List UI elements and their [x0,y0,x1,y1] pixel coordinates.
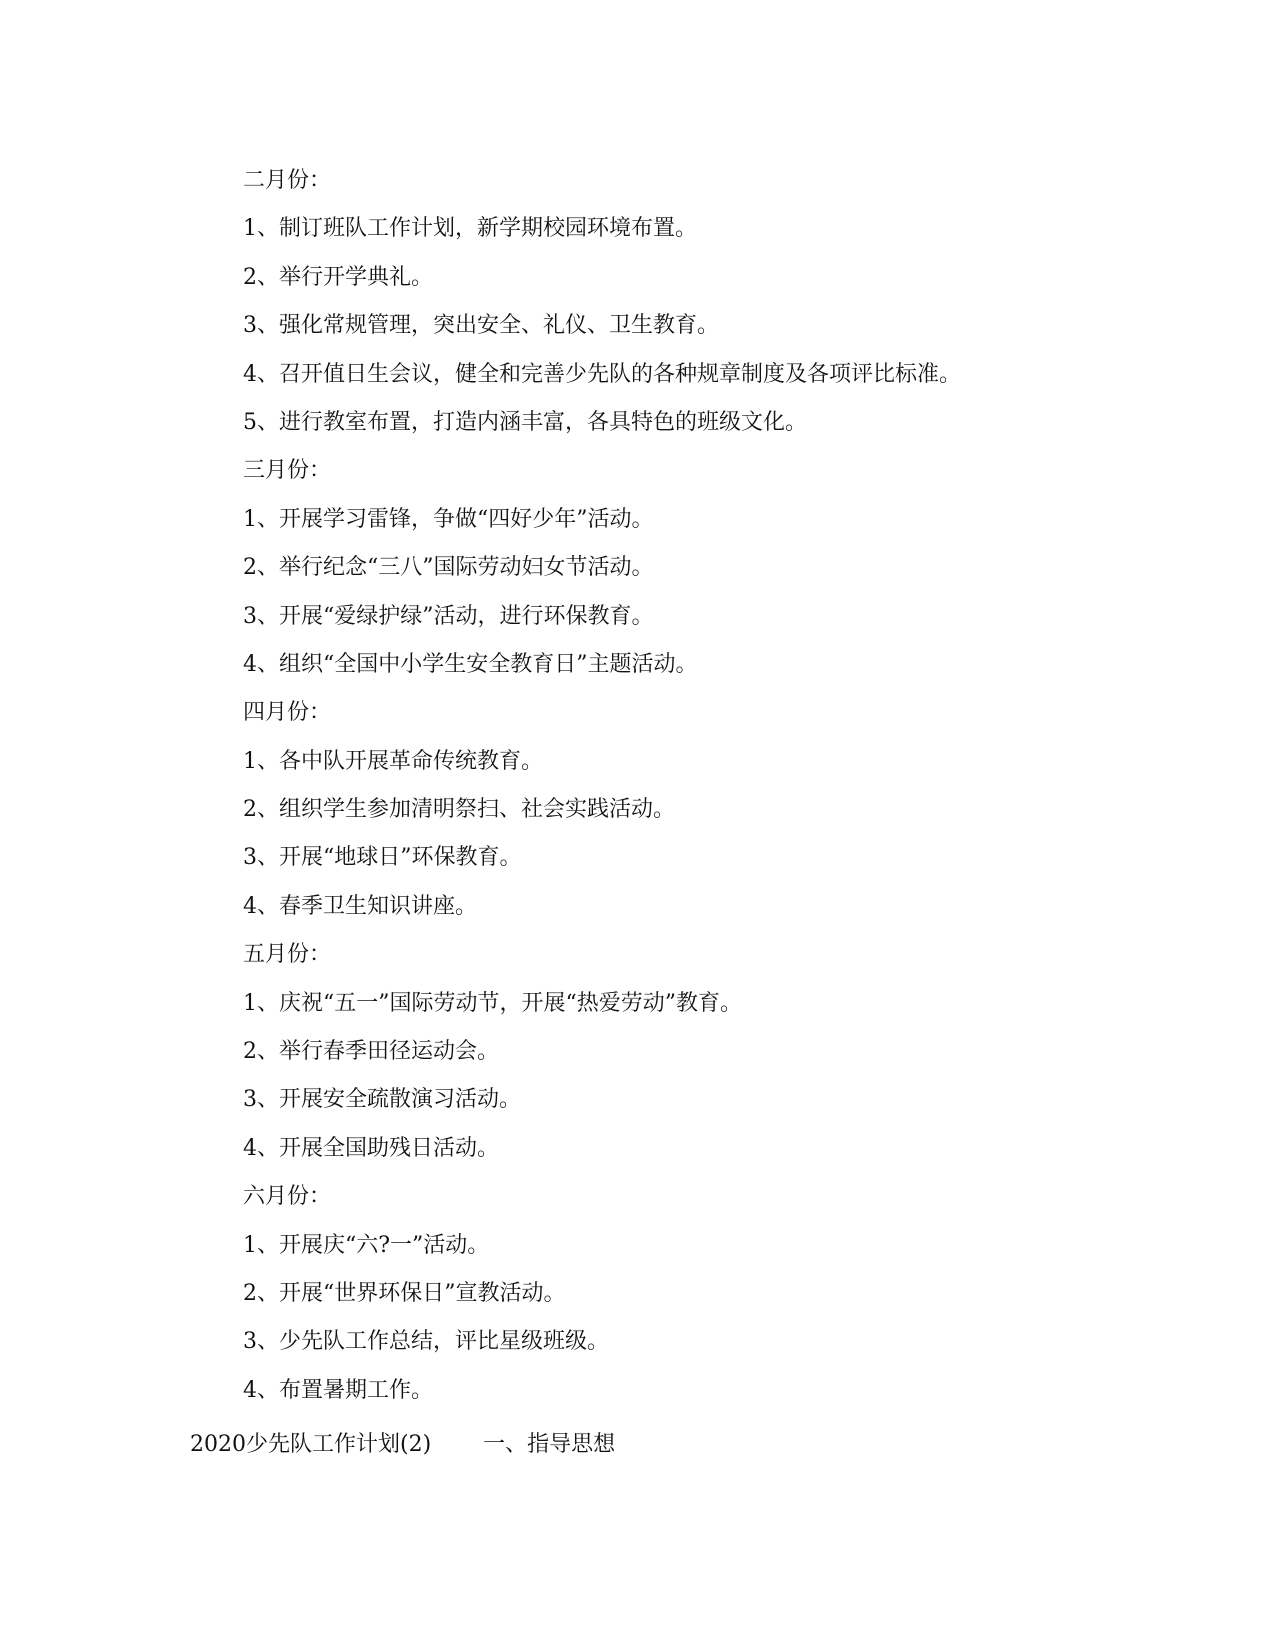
next-document-heading [190,1421,615,1469]
list-item: 1、制订班队工作计划，新学期校园环境布置。 [243,216,697,242]
list-item: 3、强化常规管理，突出安全、礼仪、卫生教育。 [243,313,719,339]
list-item: 4、布置暑期工作。 [243,1377,433,1403]
list-item: 1、庆祝“五一”国际劳动节，开展“热爱劳动”教育。 [243,990,742,1016]
month-heading-june: 六月份： [243,1184,332,1210]
list-item: 2、举行开学典礼。 [243,264,433,290]
list-item: 1、开展庆“六?一”活动。 [243,1232,490,1258]
document-title: 2020少先队工作计划(2) [190,1432,432,1457]
section-heading: 一、指导思想 [483,1432,616,1457]
list-item: 2、举行纪念“三八”国际劳动妇女节活动。 [243,555,654,581]
list-item: 5、进行教室布置，打造内涵丰富，各具特色的班级文化。 [243,409,807,435]
list-item: 4、组织“全国中小学生安全教育日”主题活动。 [243,651,698,677]
list-item: 4、召开值日生会议，健全和完善少先队的各种规章制度及各项评比标准。 [243,361,961,387]
list-item: 4、春季卫生知识讲座。 [243,893,477,919]
list-item: 2、举行春季田径运动会。 [243,1039,499,1065]
document-body [243,157,1203,1415]
month-heading-may: 五月份： [243,942,332,968]
list-item: 2、开展“世界环保日”宣教活动。 [243,1280,566,1306]
list-item: 2、组织学生参加清明祭扫、社会实践活动。 [243,797,675,823]
list-item: 1、开展学习雷锋，争做“四好少年”活动。 [243,506,654,532]
month-heading-february: 二月份： [243,168,332,193]
list-item: 1、各中队开展革命传统教育。 [243,748,543,774]
list-item: 3、少先队工作总结，评比星级班级。 [243,1329,609,1355]
list-item: 3、开展安全疏散演习活动。 [243,1087,521,1113]
list-item: 3、开展“地球日”环保教育。 [243,845,522,871]
list-item: 4、开展全国助残日活动。 [243,1135,499,1161]
month-heading-march: 三月份： [243,458,332,484]
month-heading-april: 四月份： [243,700,332,726]
list-item: 3、开展“爱绿护绿”活动，进行环保教育。 [243,603,654,629]
